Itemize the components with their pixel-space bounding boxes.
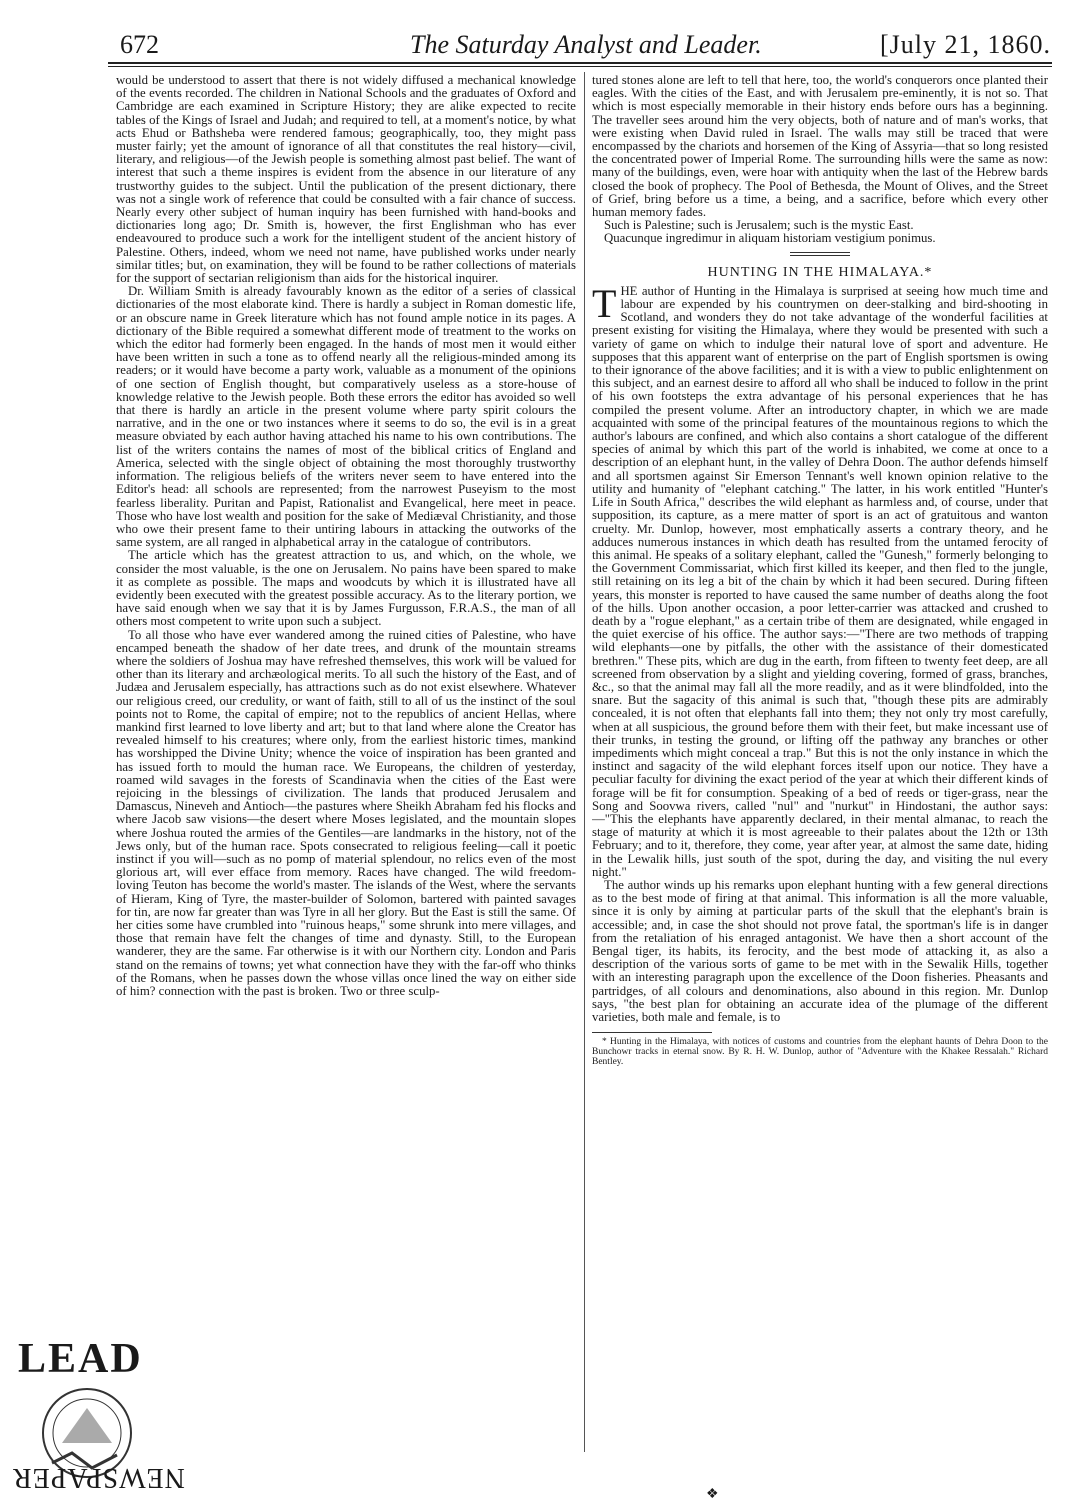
article-title: HUNTING IN THE HIMALAYA.* xyxy=(707,264,933,280)
right-column xyxy=(592,74,1048,1454)
publication-title: The Saturday Analyst and Leader. xyxy=(410,30,762,59)
section-separator xyxy=(790,252,850,256)
page-number: 672 xyxy=(120,30,159,59)
stamp-lead-text: LEAD xyxy=(18,1336,143,1382)
paragraph: The article which has the greatest attraction to us, and which, on the whole, we consider the most valuable, is the one on Jerusalem. No pains have been spared to make it as complete as possible. The maps and woodcuts by which it is illustrated have all evidently been executed with the greatest possible accuracy. As to the literary portion, we have said enough when we say that it is by James Furgusson, F.R.A.S., the man of all others most competent to write upon such a subject. xyxy=(116,548,576,629)
paragraph: Such is Palestine; such is Jerusalem; such is the mystic East. xyxy=(604,218,914,233)
paragraph: tured stones alone are left to tell that here, too, the world's conquerors once planted their eagles. With the cities of the East, and with Jerusalem pre-eminently, it is not so. That which is most especially memorable in their history ends before ours has a beginning. The traveller sees around him the very objects, both of nature and of man's works, that were existing when David ruled in Israel. The walls may still be traced that were encompassed by the chariots and horsemen of the King of Assyria—that so long resisted the concentrated power of Imperial Rome. The surrounding hills were the same as now: many of the buildings, even, were hoar with antiquity when the last of the Hebrew bards closed the book of prophecy. The Pool of Bethesda, the Mount of Olives, and the Street of Grief, bring before us a time, a being, and a sacrifice, before which every other human memory fades. xyxy=(592,74,1048,220)
printer-mark-icon: ❖ xyxy=(706,1487,719,1502)
footnote: * Hunting in the Himalaya, with notices of customs and countries from the elephant haunts of Dehra Doon to the Bunchowr tracks in eternal snow. By R. H. W. Dunlop, author of "Adventure with the Khakee Ressalah." Richard Bentley. xyxy=(592,1037,1048,1068)
latin-quotation: Quacunque ingredimur in aliquam historiam vestigium ponimus. xyxy=(604,231,936,246)
column-divider xyxy=(584,72,585,1452)
header-rule-thin xyxy=(108,66,1052,67)
stamp-newspaper-text: NEWSPAPER xyxy=(12,1462,185,1493)
header-rule xyxy=(108,62,1052,64)
article-paragraph xyxy=(592,280,1048,879)
paragraph: To all those who have ever wandered among the ruined cities of Palestine, who have encamped beneath the shadow of her date trees, and drunk of the mountain streams where the soldiers of Joshua may have refreshed themselves, this work will be valued for other than its literary and archæological merits. To all such the history of the East, and of Judæa and Jerusalem especially, has attractions such as do not exist elsewhere. Whatever our religious creed, our credulity, or want of faith, still to all of us the instinct of the soul points not to Rome, the capital of empire; not to the republics of ancient Hellas, where mankind first learned to love liberty and art; but to that land where alone the Creator has revealed himself to his creatures; where only, from the earliest historic times, mankind has worshipped the Divine Unity; whence the voice of inspiration has been granted and has issued forth to mould the human race. We Europeans, the children of yesterday, roamed wild savages in the forests of Scandinavia when the cities of the East were rejoicing in the blessings of civilization. The lands that produced Jerusalem and Damascus, Nineveh and Antioch—the pastures where Sheikh Abraham fed his flocks and where Jacob saw visions—the desert where Moses legislated, and the mountain slopes where Joshua routed the armies of the Gentiles—are landmarks in the history, not of the Jews only, but of the human race. Spots consecrated to religious feeling—call it poetic instinct if you will—such as no pomp of material splendour, no relics even of the most glorious art, will ever efface from memory. Races have changed. The wild freedom-loving Teuton has become the world's master. The islands of the West, where the servants of Hieram, King of Tyre, the master-builder of Solomon, bartered with painted savages for tin, are now far greater than was Tyre in all her glory. But the East is still the same. Of her cities some have crumbled into "ruinous heaps," some shrunk into mere villages, and those that remain have felt the changes of time and dynasty. Still, to the European wanderer, they are the same. Far otherwise is it with our Northern city. London and Paris stand on the remains of towns; yet what connection have they with the far-off who thinks of the Romans, when he passes down the whose villas once lined the way on either side of him? connection with the past is broken. Two or three sculp- xyxy=(116,627,576,999)
paragraph: Dr. William Smith is already favourably known as the editor of a series of classical dictionaries of the most elaborate kind. There is hardly a subject in Roman domestic life, or an obscure name in Greek literature which has not found ample notice in its pages. A dictionary of the Bible required a somewhat different mode of treatment to the works on which the editor had formerly been engaged. In the hands of most men it would either have been written in such a tone as to offend nearly all the religious-minded among its readers; or it would have become a party work, valuable as a monument of the opinions of one section of English thought, but comparatively useless as a store-house of knowledge relative to the Jewish people. Both these errors the editor has avoided so well that there is hardly an article in the present volume where party spirit colours the narrative, and in the one or two instances where it seems to do so, the evil is in a great measure obviated by each author having attached his name to his own contributions. The list of the writers contains the names of most of the biblical critics of England and America, selected with the single object of obtaining the most thoroughly trustworthy information. The religious beliefs of the writers never seem to have entered into the Editor's head: all schools are represented; from the narrowest Puseyism to the most fearless liberality. Puritan and Papist, Rationalist and Evangelical, here meet in peace. Those who have lost wealth and position for the sake of Mediæval Christianity, and those who owe their present fame to their untiring labours in attacking the outworks of the same system, are all ranged in alphabetical array in the catalogue of contributors. xyxy=(116,284,576,550)
article-text: HE author of Hunting in the Himalaya is surprised at seeing how much time and labour are expended by his countrymen on deer-stalking and bird-shooting in Scotland, and wonders they do not take advantage of the wonderful facilities at present existing for visiting the Himalaya, where they would be presented with such a variety of game on which to indulge their natural love of sport and adventure. He supposes that this apparent want of enterprise on the part of English sportsmen is owing to their ignorance of the above facilities; and it is with a view to public enlightenment on this subject, and an earnest desire to afford all who shall be induced to follow in the print of his own footsteps the extra advantage of his personal experiences that he has compiled the present volume. After an introductory chapter, in which we are made acquainted with some of the principal features of the mountainous regions to which the author's labours are confined, and which also contains a short catalogue of the different species of animal by which this part of the world is inhabited, we come at once to a description of an elephant hunt, in the valley of Dehra Doon. The author defends himself and all sportsmen against Sir Emerson Tennant's well known opinion relative to the utility and humanity of "elephant catching." The latter, in his work entitled "Hunter's Life in South Africa," describes the wild elephant as harmless and, of course, under that supposition, its capture, as a mere matter of sport is an act of gratuitous and wanton cruelty. Mr. Dunlop, however, most emphatically asserts a contrary theory, and he adduces numerous instances in which death has resulted from the untamed ferocity of this animal. He speaks of a solitary elephant, called the "Gunesh," formerly belonging to the Government Commissariat, which first killed its keeper, and then fled to the jungle, still retaining on its leg a bit of the chain by which it had been secured. During fifteen years, this monster is reported to have caused the same number of deaths along the foot of the hills. Upon another occasion, a poor letter-carrier was attacked and crushed to death by a "rogue elephant," as a certain tribe of them are designated, while engaged in the quiet exercise of his office. The author says:—"There are two methods of trapping wild elephants—one by pitfalls, the other with the assistance of their domesticated brethren." These pits, which are dug in the earth, from fifteen to twenty feet deep, are all screened from observation by a slight and yielding covering, formed of grass, branches, &c., so that the animal may fall all the more readily, and as it were blindfolded, into the snare. But the sagacity of this animal is such that, "though these pits are admirably concealed, it is not often that elephants fall into them; they not only try most carefully, when at all suspicious, the ground before them with their feet, but make incessant use of their trunks, in testing the ground, or lifting off the pathway any branches or other impediments which might conceal a trap." But this is not the only instance in which the instinct and sagacity of the wild elephant forces itself upon our notice. They have a peculiar faculty for divining the exact period of the year at which their different kinds of forage will be fit for consumption. Speaking of a bed of reeds or tiger-grass, near the Song and Soovwa rivers, called "nul" and "nurkut" in Hindostani, the author says:—"This the elephants have apparently declared, in their mental almanac, to reach the stage of maturity at which it is most agreeable to their palates about the 12th or 13th February; and to it, therefore, they come, year after year, at almost the same date, hiding in the Lewalik hills, just south of the spot, during the day, and visiting the nul every night." xyxy=(592,283,1048,879)
library-stamp xyxy=(12,1335,188,1511)
drop-cap: T xyxy=(592,280,617,326)
paragraph: would be understood to assert that there is not widely diffused a mechanical knowledge of the events recorded. The children in National Schools and the graduates of Oxford and Cambridge are each examined in Scripture History; they are alike expected to recite tables of the Kings of Israel and Judah; and required to tell, at a moment's notice, by what acts Ehud or Bathsheba were rendered famous; geographically, too, they might pass muster fairly; yet the amount of ignorance of all that constitutes the real history—civil, literary, and religious—of the Jewish people is something almost past belief. The want of interest that such a theme inspires is evident from the absence in our literature of any trustworthy guides to the subject. Until the publication of the present dictionary, there was not a single work of reference that could be consulted with a fair chance of success. Nearly every other subject of human inquiry has been furnished with hand-books and dictionaries long ago; Dr. Smith is, however, the first Englishman who has ever endeavoured to produce such a work for the intelligent student of the ancient history of Palestine. Others, indeed, whom we need not name, have published works under nearly similar titles; but, on examination, they will be found to be rather collections of materials for the support of sectarian religionism than aids for the historical inquirer. xyxy=(116,74,576,286)
article-paragraph: The author winds up his remarks upon elephant hunting with a few general directions as to the best mode of firing at that animal. This information is all the more valuable, since it is only by aiming at particular parts of the skull that the elephant's brain is accessible; and, in case the shot should not prove fatal, the sportman's life is in danger from the retaliation of his enraged antagonist. We have then a short account of the Bengal tiger, its habits, its ferocity, and the best mode of attacking it, as also a description of the various sorts of game to be met with in the Sewalik Hills, together with an interesting paragraph upon the excellence of the Doon fisheries. Pheasants and partridges, of all colours and denominations, also abound in this region. Mr. Dunlop says, "the best plan for obtaining an accurate idea of the plumage of the different varieties, both male and female, is to xyxy=(592,877,1048,1025)
page-header xyxy=(0,0,1077,64)
left-column xyxy=(116,74,576,1454)
footnote-rule xyxy=(592,1032,712,1033)
issue-date: [July 21, 1860. xyxy=(880,30,1051,59)
